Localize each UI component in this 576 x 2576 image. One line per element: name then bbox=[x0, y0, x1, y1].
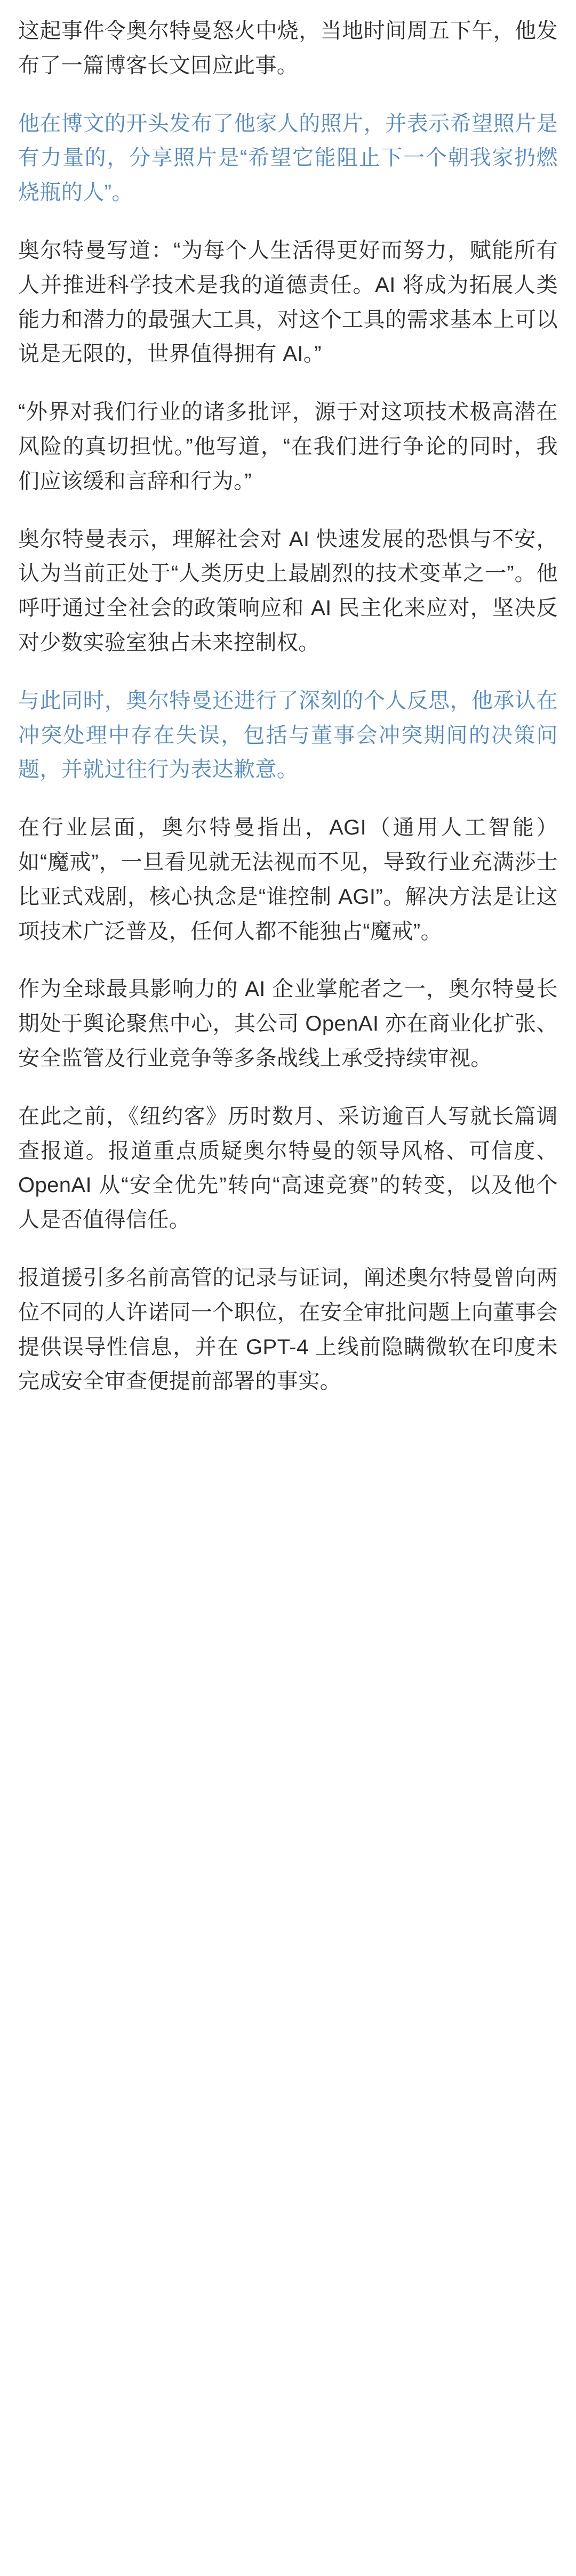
article-paragraph-highlighted: 与此同时，奥尔特曼还进行了深刻的个人反思，他承认在冲突处理中存在失误，包括与董事会冲突期间的决策问题，并就过往行为表达歉意。 bbox=[18, 688, 558, 782]
article-paragraph: “外界对我们行业的诸多批评，源于对这项技术极高潜在风险的真切担忧。”他写道，“在我们进行争论的同时，我们应该缓和言辞和行为。” bbox=[18, 400, 558, 493]
article-paragraph-highlighted: 他在博文的开头发布了他家人的照片，并表示希望照片是有力量的，分享照片是“希望它能阻止下一个朝我家扔燃烧瓶的人”。 bbox=[18, 111, 558, 205]
article-paragraph: 在行业层面，奥尔特曼指出，AGI（通用人工智能） 如“魔戒”，一旦看见就无法视而不见，导致行业充满莎士比亚式戏剧，核心执念是“谁控制 AGI”。解决方法是让这项技术广泛普及，任何人都不能独占“魔戒”。 bbox=[18, 816, 558, 943]
article-paragraph: 奥尔特曼写道：“为每个人生活得更好而努力，赋能所有人并推进科学技术是我的道德责任。AI 将成为拓展人类能力和潜力的最强大工具，对这个工具的需求基本上可以说是无限的，世界值得拥有 AI。” bbox=[18, 238, 558, 366]
article-paragraph: 这起事件令奥尔特曼怒火中烧，当地时间周五下午，他发布了一篇博客长文回应此事。 bbox=[18, 19, 558, 77]
article-paragraph: 报道援引多名前高管的记录与证词，阐述奥尔特曼曾向两位不同的人许诺同一个职位，在安全审批问题上向董事会提供误导性信息，并在 GPT-4 上线前隐瞒微软在印度未完成安全审查便提前部署的事实。 bbox=[18, 1266, 558, 1394]
article-paragraph: 在此之前，《纽约客》历时数月、采访逾百人写就长篇调查报道。报道重点质疑奥尔特曼的领导风格、可信度、OpenAI 从“安全优先”转向“高速竞赛”的转变，以及他个人是否值得信任。 bbox=[18, 1104, 558, 1232]
article-paragraph: 奥尔特曼表示，理解社会对 AI 快速发展的恐惧与不安，认为当前正处于“人类历史上最剧烈的技术变革之一”。他呼吁通过全社会的政策响应和 AI 民主化来应对，坚决反对少数实验室独占未来控制权。 bbox=[18, 527, 558, 654]
article-paragraph: 作为全球最具影响力的 AI 企业掌舵者之一，奥尔特曼长期处于舆论聚焦中心，其公司 OpenAI 亦在商业化扩张、安全监管及行业竞争等多条战线上承受持续审视。 bbox=[18, 977, 558, 1070]
